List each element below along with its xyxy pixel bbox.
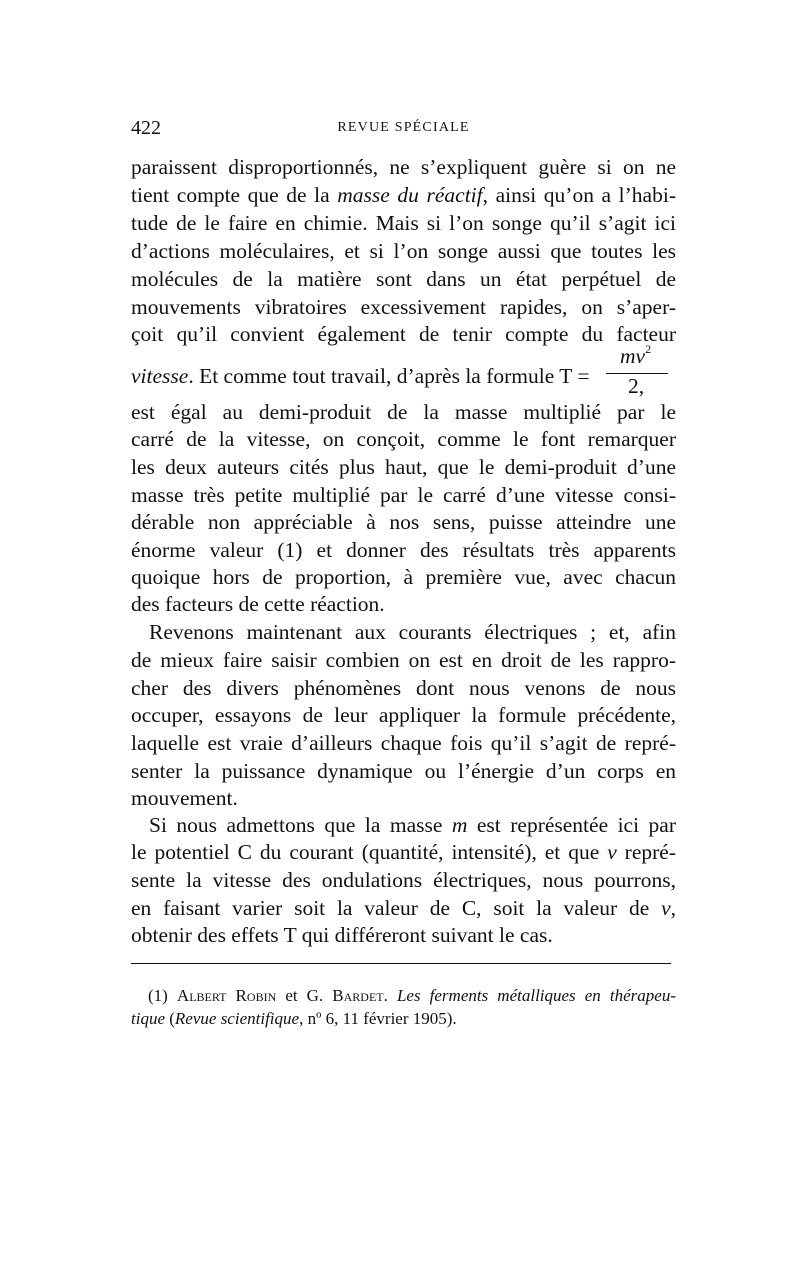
footnote-marker: (1): [148, 986, 168, 1005]
text-span: laquelle est vraie d’ailleurs chaque fois qu’il s’agit de repré-: [131, 731, 676, 755]
formula-fraction: [576, 340, 676, 406]
text-span: paraissent disproportionnés, ne s’expliquent guère si on ne: [131, 155, 676, 179]
emphasis-text: v: [607, 840, 617, 864]
text-line: [131, 563, 676, 591]
text-span: , ainsi qu’on a l’habi-: [482, 183, 676, 207]
running-head: REVUE SPÉCIALE: [337, 120, 470, 135]
text-line: [131, 209, 676, 237]
text-span: . Et comme tout travail, d’après la formule T =: [188, 364, 590, 388]
text-line: [149, 618, 676, 646]
text-line: [131, 362, 590, 390]
text-span: repré-: [616, 840, 676, 864]
text-line: [131, 398, 676, 426]
text-line: [131, 921, 676, 949]
text-line: [131, 757, 676, 785]
text-span: (: [165, 1009, 175, 1028]
footnote-rule: [131, 963, 671, 964]
footnote-line: [131, 1007, 676, 1031]
page-number: 422: [131, 117, 161, 139]
text-span: tude de le faire en chimie. Mais si l’on songe qu’il s’agit ici: [131, 211, 676, 235]
text-span: , nº 6, 11 février 1905).: [299, 1009, 457, 1028]
numerator-text: mv: [620, 344, 646, 368]
formula-numerator: [620, 344, 651, 369]
text-line: [131, 293, 676, 321]
text-line: [131, 181, 676, 209]
text-span: cher des divers phénomènes dont nous venons de nous: [131, 676, 676, 700]
footnote-author: G. Bardet: [306, 986, 384, 1005]
text-span: obtenir des effets T qui différeront suivant le cas.: [131, 923, 553, 947]
page-header: [131, 117, 676, 141]
text-span: des facteurs de cette réaction.: [131, 592, 385, 616]
text-span: occuper, essayons de leur appliquer la formule précédente,: [131, 703, 676, 727]
text-line: [149, 811, 676, 839]
footnote-line: [148, 984, 676, 1008]
text-span: est égal au demi-produit de la masse multiplié par le: [131, 400, 676, 424]
footnote-title: Les ferments métalliques en thérapeu-: [396, 986, 676, 1005]
text-span: dérable non appréciable à nos sens, puisse atteindre une: [131, 510, 676, 534]
text-span: est représentée ici par: [467, 813, 676, 837]
emphasis-text: vitesse: [131, 364, 189, 388]
text-span: le potentiel C du courant (quantité, intensité), et que: [131, 840, 608, 864]
emphasis-text: v: [661, 896, 671, 920]
formula-denominator: 2,: [628, 374, 645, 398]
text-span: mouvement.: [131, 786, 238, 810]
text-span: carré de la vitesse, on conçoit, comme le font remarquer: [131, 427, 676, 451]
text-span: Revenons maintenant aux courants électriques ; et, afin: [149, 620, 676, 644]
text-line: [131, 729, 676, 757]
footnote-author: Albert Robin: [176, 986, 277, 1005]
text-span: de mieux faire saisir combien on est en droit de les rappro-: [131, 648, 676, 672]
text-line: [131, 646, 676, 674]
footnote-title: tique: [131, 1009, 165, 1028]
text-span: énorme valeur (1) et donner des résultats très apparents: [131, 538, 676, 562]
text-span: masse très petite multiplié par le carré d’une vitesse consi-: [131, 483, 676, 507]
text-span: mouvements vibratoires excessivement rapides, on s’aper-: [131, 295, 676, 319]
text-span: en faisant varier soit la valeur de C, soit la valeur de: [131, 896, 662, 920]
footnote-journal: Revue scientifique: [174, 1009, 300, 1028]
text-line: [131, 153, 676, 181]
text-span: molécules de la matière sont dans un état perpétuel de: [131, 267, 676, 291]
text-span: Si nous admettons que la masse: [149, 813, 452, 837]
text-line: [131, 536, 676, 564]
text-span: çoit qu’il convient également de tenir compte du facteur: [131, 322, 676, 346]
text-line: [131, 481, 676, 509]
text-line: [131, 453, 676, 481]
emphasis-text: masse du réactif: [337, 183, 483, 207]
text-span: quoique hors de proportion, à première vue, avec chacun: [131, 565, 676, 589]
text-line: [131, 590, 676, 618]
text-line: [131, 508, 676, 536]
text-line: [131, 674, 676, 702]
text-line: [131, 866, 676, 894]
text-line: [131, 265, 676, 293]
exponent: 2: [645, 342, 652, 356]
text-span: senter la puissance dynamique ou l’énergie d’un corps en: [131, 759, 676, 783]
text-line: [131, 894, 676, 922]
emphasis-text: m: [451, 813, 468, 837]
text-line: [131, 237, 676, 265]
text-span: et: [276, 986, 307, 1005]
text-span: sente la vitesse des ondulations électriques, nous pourrons,: [131, 868, 676, 892]
text-span: les deux auteurs cités plus haut, que le demi-produit d’une: [131, 455, 676, 479]
text-span: tient compte que de la: [131, 183, 338, 207]
text-line: [131, 701, 676, 729]
text-span: d’actions moléculaires, et si l’on songe aussi que toutes les: [131, 239, 676, 263]
text-line: [131, 425, 676, 453]
text-line: [131, 838, 676, 866]
text-span: ,: [670, 896, 676, 920]
text-span: .: [383, 986, 397, 1005]
text-line: [131, 784, 676, 812]
